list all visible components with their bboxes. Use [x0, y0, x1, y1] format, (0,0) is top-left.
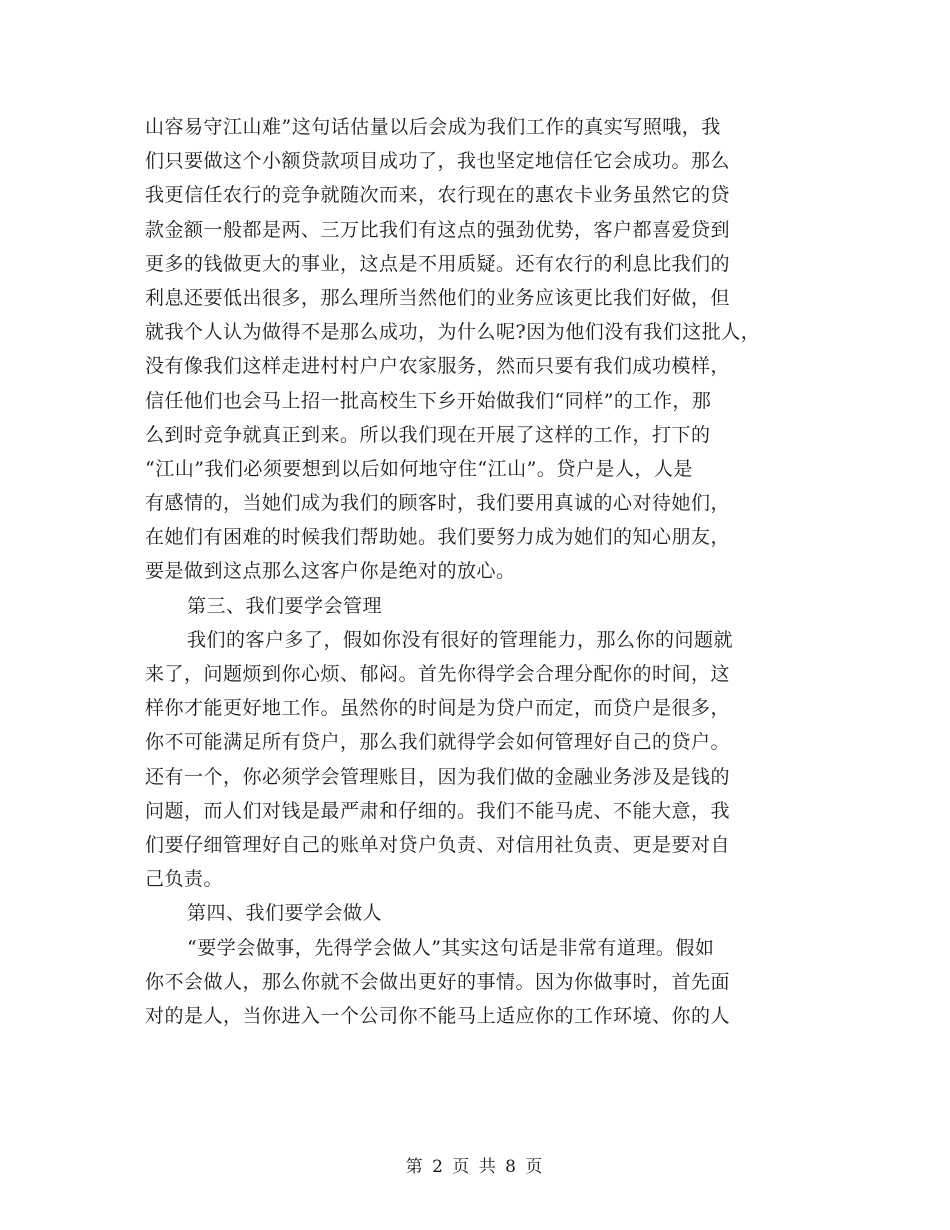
text-line: 样你才能更好地工作。虽然你的时间是为贷户而定，而贷户是很多，: [145, 697, 731, 720]
text-line: 没有像我们这样走进村村户户农家服务，然而只要有我们成功模样，: [145, 355, 731, 378]
text-line: 对的是人，当你进入一个公司你不能马上适应你的工作环境、你的人: [145, 1004, 731, 1027]
text-line: “江山”我们必须要想到以后如何地守住“江山”。贷户是人，人是: [145, 457, 693, 480]
text-line: 就我个人认为做得不是那么成功，为什么呢?因为他们没有我们这批人，: [145, 321, 761, 344]
text-line: 更多的钱做更大的事业，这点是不用质疑。还有农行的利息比我们的: [145, 252, 731, 275]
text-line: 第四、我们要学会做人: [187, 902, 383, 925]
text-line: “要学会做事，先得学会做人”其实这句话是非常有道理。假如: [187, 936, 715, 959]
text-line: 你不可能满足所有贷户，那么我们就得学会如何管理好自己的贷户。: [145, 731, 731, 754]
text-line: 问题，而人们对钱是最严肃和仔细的。我们不能马虎、不能大意，我: [145, 799, 731, 822]
text-line: 么到时竞争就真正到来。所以我们现在开展了这样的工作，打下的: [145, 423, 711, 446]
text-line: 你不会做人，那么你就不会做出更好的事情。因为你做事时，首先面: [145, 970, 731, 993]
text-line: 山容易守江山难”这句话估量以后会成为我们工作的真实写照哦，我: [145, 116, 721, 138]
text-line: 己负责。: [145, 868, 224, 891]
text-line: 来了，问题烦到你心烦、郁闷。首先你得学会合理分配你的时间，这: [145, 663, 731, 685]
text-line: 在她们有困难的时候我们帮助她。我们要努力成为她们的知心朋友，: [145, 526, 731, 549]
text-line: 们要仔细管理好自己的账单对贷户负责、对信用社负责、更是要对自: [145, 833, 731, 856]
body-text: [145, 110, 825, 1033]
text-line: 要是做到这点那么这客户你是绝对的放心。: [145, 560, 516, 583]
text-line: 我更信任农行的竞争就随次而来，农行现在的惠农卡业务虽然它的贷: [145, 184, 731, 207]
text-line: 利息还要低出很多，那么理所当然他们的业务应该更比我们好做，但: [145, 286, 731, 309]
text-line: 有感情的，当她们成为我们的顾客时，我们要用真诚的心对待她们，: [145, 492, 731, 515]
text-line: 信任他们也会马上招一批高校生下乡开始做我们“同样”的工作，那: [145, 389, 712, 412]
text-line: 还有一个，你必须学会管理账目，因为我们做的金融业务涉及是钱的: [145, 765, 731, 788]
text-line: 们只要做这个小额贷款项目成功了，我也坚定地信任它会成功。那么: [145, 150, 731, 173]
text-line: 我们的客户多了，假如你没有很好的管理能力，那么你的问题就: [187, 628, 734, 651]
text-line: 款金额一般都是两、三万比我们有这点的强劲优势，客户都喜爱贷到: [145, 218, 731, 241]
page-footer: 第 2 页 共 8 页: [405, 1157, 545, 1177]
text-line: 第三、我们要学会管理: [187, 594, 383, 617]
